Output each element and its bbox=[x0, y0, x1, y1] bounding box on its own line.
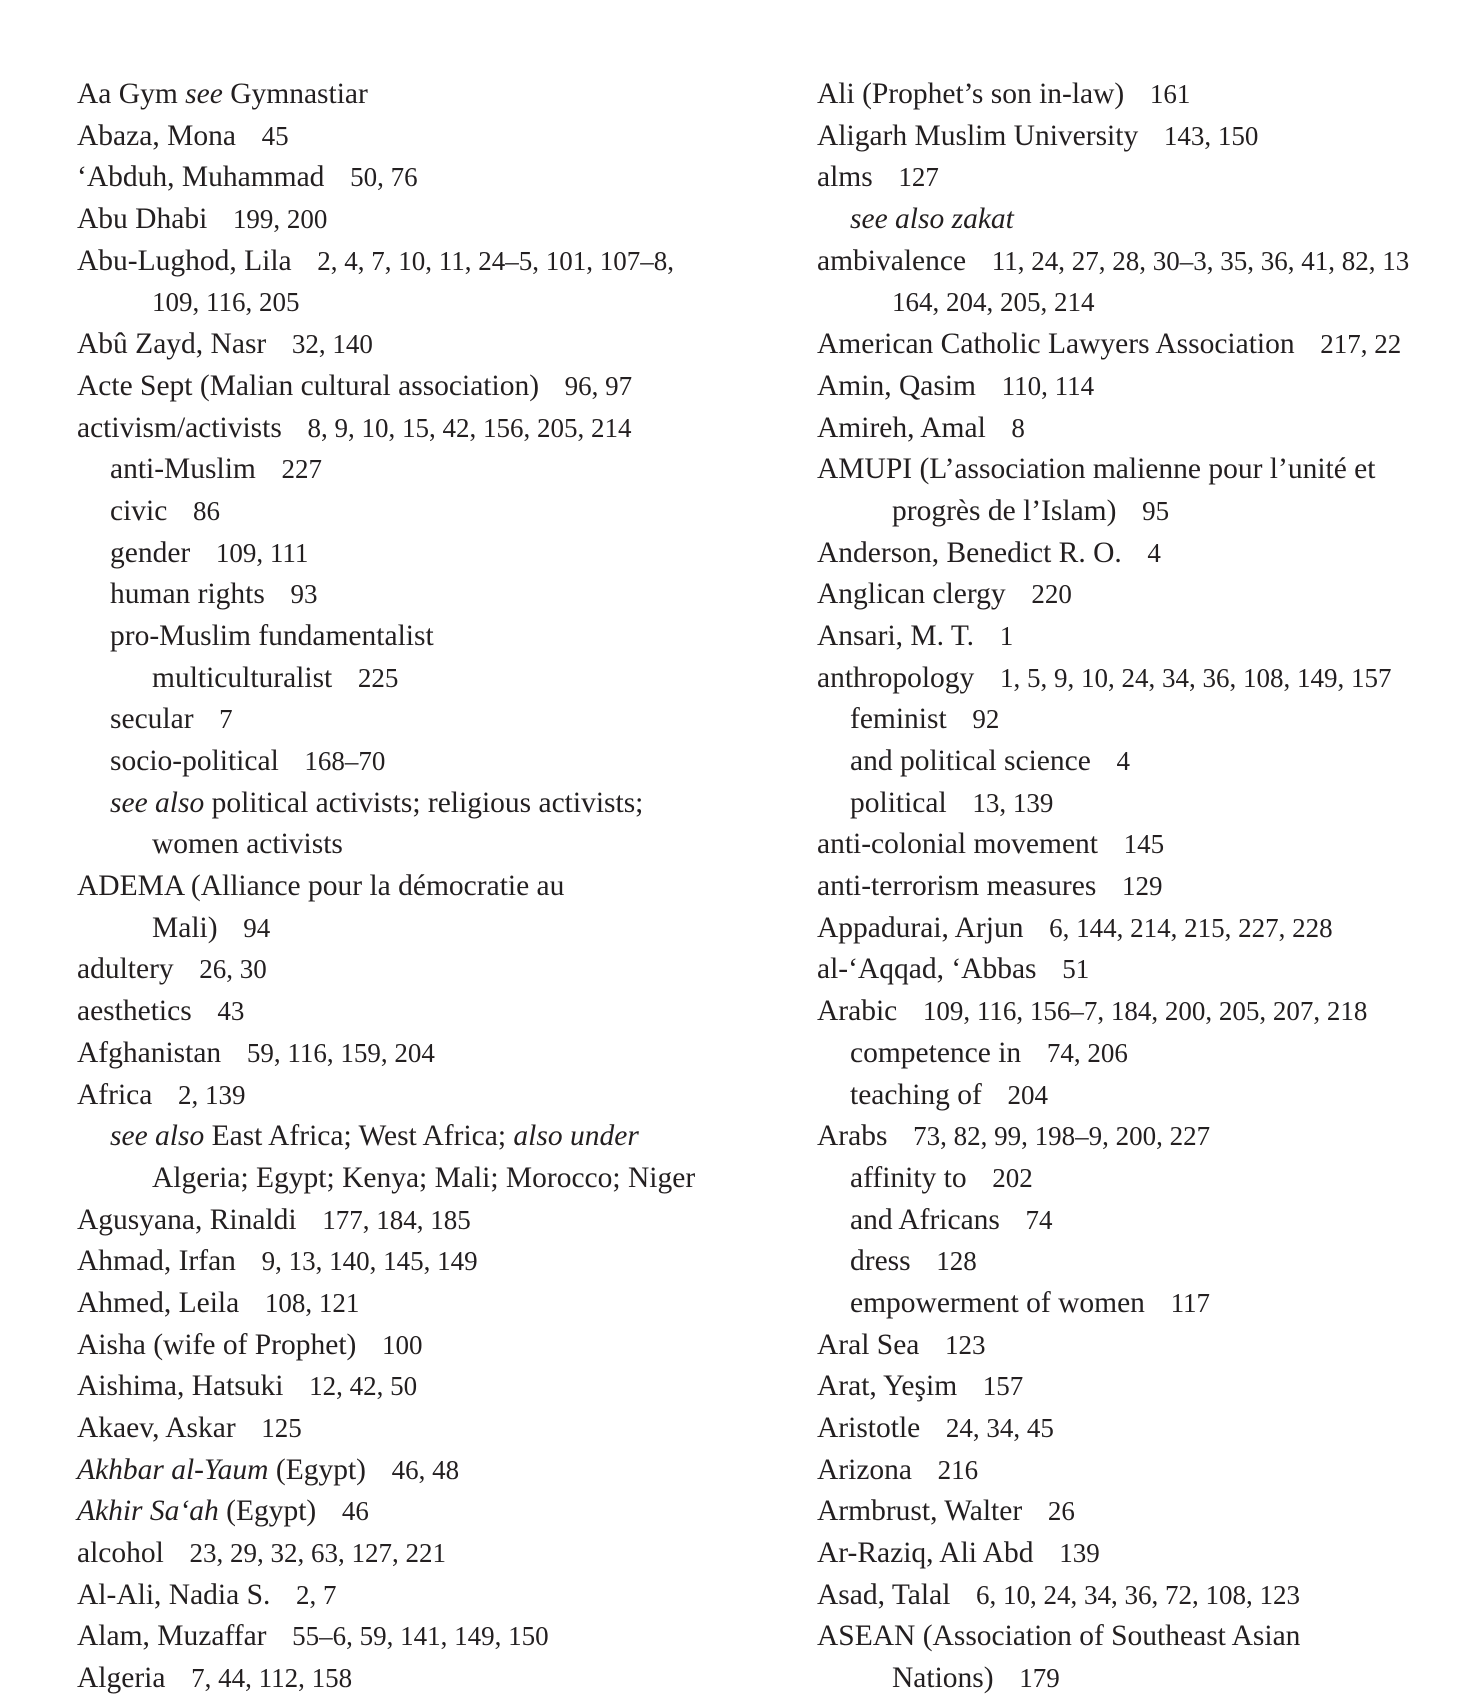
index-entry bbox=[77, 241, 777, 283]
index-column-right bbox=[817, 74, 1460, 1700]
page-numbers: 4 bbox=[1147, 537, 1161, 568]
index-term: progrès de l’Islam) bbox=[892, 494, 1117, 527]
index-entry bbox=[77, 199, 777, 241]
page-numbers: 129 bbox=[1121, 871, 1163, 902]
index-term: gender bbox=[110, 536, 191, 569]
index-entry bbox=[817, 449, 1460, 491]
index-entry bbox=[77, 1075, 777, 1117]
index-term-italic: see also bbox=[110, 786, 205, 819]
index-term: Aral Sea bbox=[817, 1328, 920, 1361]
index-entry bbox=[77, 1658, 777, 1700]
index-entry bbox=[817, 533, 1460, 575]
page-numbers: 123 bbox=[945, 1329, 986, 1360]
index-term: Asad, Talal bbox=[817, 1578, 951, 1611]
index-entry bbox=[817, 1533, 1460, 1575]
index-term: alms bbox=[817, 161, 873, 194]
index-entry bbox=[817, 408, 1460, 450]
index-entry bbox=[817, 616, 1460, 658]
index-term: Mali) bbox=[152, 911, 218, 944]
index-continuation-line bbox=[817, 491, 1460, 533]
index-term: Abu-Lughod, Lila bbox=[77, 244, 292, 277]
index-entry bbox=[77, 991, 777, 1033]
page-numbers: 46, 48 bbox=[391, 1454, 460, 1485]
index-subentry bbox=[817, 1241, 1460, 1283]
index-term: anthropology bbox=[817, 661, 975, 694]
index-entry bbox=[817, 866, 1460, 908]
index-term: Arabs bbox=[817, 1120, 888, 1153]
index-term: feminist bbox=[850, 703, 947, 736]
page-numbers: 7 bbox=[219, 704, 233, 735]
page-numbers: 1, 5, 9, 10, 24, 34, 36, 108, 149, 157 bbox=[999, 662, 1392, 693]
index-entry bbox=[77, 866, 777, 908]
page-numbers: 96, 97 bbox=[564, 370, 633, 401]
index-term: teaching of bbox=[850, 1078, 982, 1111]
index-entry bbox=[817, 241, 1460, 283]
index-term-italic: see also zakat bbox=[850, 203, 1014, 236]
index-term: Gymnastiar bbox=[222, 78, 368, 110]
index-term: AMUPI (L’association malienne pour l’unité et bbox=[817, 453, 1376, 486]
index-term: ‘Abduh, Muhammad bbox=[77, 161, 325, 194]
index-term: political activists; religious activists; bbox=[204, 786, 644, 819]
index-entry bbox=[817, 74, 1460, 116]
index-term: Abaza, Mona bbox=[77, 119, 236, 152]
index-term: women activists bbox=[152, 828, 343, 861]
page-numbers: 74, 206 bbox=[1046, 1037, 1128, 1068]
page-numbers: 43 bbox=[217, 996, 245, 1027]
index-entry bbox=[77, 1366, 777, 1408]
page-numbers: 45 bbox=[261, 120, 289, 151]
index-term: Algeria; Egypt; Kenya; Mali; Morocco; Niger bbox=[152, 1161, 696, 1194]
index-term: Anglican clergy bbox=[817, 578, 1006, 611]
index-entry bbox=[77, 1616, 777, 1658]
page-numbers: 59, 116, 159, 204 bbox=[246, 1037, 435, 1068]
index-entry bbox=[77, 366, 777, 408]
index-continuation-line bbox=[77, 908, 777, 950]
index-term: Anderson, Benedict R. O. bbox=[817, 536, 1122, 569]
index-term: Aristotle bbox=[817, 1412, 921, 1444]
index-term: Ali (Prophet’s son in-law) bbox=[817, 78, 1125, 110]
index-term: affinity to bbox=[850, 1161, 967, 1194]
page-numbers: 55–6, 59, 141, 149, 150 bbox=[292, 1621, 549, 1652]
index-entry bbox=[817, 1116, 1460, 1158]
index-term: Aisha (wife of Prophet) bbox=[77, 1328, 357, 1361]
index-entry bbox=[77, 1408, 777, 1450]
index-entry bbox=[77, 1325, 777, 1367]
page-numbers: 4 bbox=[1116, 746, 1130, 776]
index-entry bbox=[817, 1575, 1460, 1617]
index-subentry bbox=[817, 699, 1460, 741]
index-term: Armbrust, Walter bbox=[817, 1495, 1023, 1528]
index-continuation-line bbox=[817, 1658, 1460, 1700]
index-term: al-‘Aqqad, ‘Abbas bbox=[817, 953, 1037, 986]
page-numbers: 164, 204, 205, 214 bbox=[892, 287, 1095, 318]
index-term: activism/activists bbox=[77, 411, 282, 444]
index-entry bbox=[817, 366, 1460, 408]
page-numbers: 202 bbox=[992, 1162, 1033, 1193]
page-numbers: 227 bbox=[281, 454, 322, 485]
index-entry bbox=[817, 116, 1460, 158]
index-term: Arat, Yeşim bbox=[817, 1370, 958, 1403]
index-term: East Africa; West Africa; bbox=[204, 1120, 514, 1153]
index-entry bbox=[77, 1491, 777, 1533]
index-entry bbox=[77, 408, 777, 450]
index-term: Ar-Raziq, Ali Abd bbox=[817, 1537, 1034, 1570]
page-numbers: 2, 4, 7, 10, 11, 24–5, 101, 107–8, bbox=[317, 245, 675, 276]
index-subentry bbox=[817, 1075, 1460, 1117]
index-term: Arabic bbox=[817, 995, 898, 1028]
index-subentry bbox=[77, 449, 777, 491]
index-entry bbox=[817, 1325, 1460, 1367]
page-numbers: 12, 42, 50 bbox=[309, 1371, 418, 1402]
index-term-italic: see also bbox=[110, 1120, 205, 1153]
index-term: Ansari, M. T. bbox=[817, 619, 975, 652]
index-continuation-line bbox=[77, 824, 777, 866]
index-term: Arizona bbox=[817, 1453, 913, 1486]
index-entry bbox=[817, 949, 1460, 991]
index-term: ADEMA (Alliance pour la démocratie au bbox=[77, 870, 565, 903]
index-entry bbox=[817, 658, 1460, 700]
index-subentry bbox=[77, 741, 777, 783]
page-numbers: 7, 44, 112, 158 bbox=[191, 1663, 353, 1694]
index-term-italic: Akhir Sa‘ah bbox=[77, 1495, 219, 1528]
page-numbers: 23, 29, 32, 63, 127, 221 bbox=[189, 1538, 446, 1569]
index-term: and Africans bbox=[850, 1203, 1000, 1236]
index-term: civic bbox=[110, 494, 168, 527]
index-term-italic: also under bbox=[513, 1120, 639, 1153]
index-term: Aligarh Muslim University bbox=[817, 119, 1139, 152]
index-term: pro-Muslim fundamentalist bbox=[110, 619, 434, 652]
index-term: aesthetics bbox=[77, 995, 192, 1028]
index-entry bbox=[77, 1575, 777, 1617]
index-entry bbox=[77, 1533, 777, 1575]
index-entry bbox=[817, 1408, 1460, 1450]
index-term: Africa bbox=[77, 1078, 153, 1111]
page-numbers: 139 bbox=[1059, 1538, 1100, 1569]
index-term: Amin, Qasim bbox=[817, 369, 976, 402]
index-entry bbox=[77, 324, 777, 366]
page-numbers: 177, 184, 185 bbox=[322, 1204, 471, 1235]
index-entry bbox=[77, 116, 777, 158]
index-entry bbox=[77, 74, 777, 116]
index-subentry bbox=[77, 574, 777, 616]
index-term: secular bbox=[110, 703, 194, 736]
page-numbers: 168–70 bbox=[304, 746, 386, 776]
index-entry bbox=[77, 949, 777, 991]
index-subentry bbox=[77, 616, 777, 658]
index-term: Algeria bbox=[77, 1662, 166, 1695]
index-entry bbox=[817, 324, 1460, 366]
index-subentry bbox=[817, 1200, 1460, 1242]
index-entry bbox=[817, 1616, 1460, 1658]
index-subentry bbox=[817, 1158, 1460, 1200]
index-term: Amireh, Amal bbox=[817, 411, 986, 444]
index-subentry bbox=[77, 1116, 777, 1158]
index-term: American Catholic Lawyers Association bbox=[817, 328, 1295, 361]
index-term: Nations) bbox=[892, 1662, 994, 1695]
index-term: Agusyana, Rinaldi bbox=[77, 1203, 297, 1236]
page-numbers: 216 bbox=[937, 1454, 979, 1485]
index-term: competence in bbox=[850, 1036, 1022, 1069]
page-numbers: 225 bbox=[357, 662, 399, 693]
page-numbers: 86 bbox=[192, 495, 220, 526]
page-numbers: 109, 116, 156–7, 184, 200, 205, 207, 218 bbox=[922, 996, 1368, 1027]
page-numbers: 161 bbox=[1149, 79, 1191, 109]
index-subentry bbox=[817, 199, 1460, 241]
page-numbers: 95 bbox=[1142, 495, 1170, 526]
index-term: anti-colonial movement bbox=[817, 828, 1098, 861]
index-term: dress bbox=[850, 1245, 911, 1278]
page-numbers: 8, 9, 10, 15, 42, 156, 205, 214 bbox=[307, 412, 632, 443]
page-numbers: 109, 116, 205 bbox=[152, 287, 300, 318]
index-term: ambivalence bbox=[817, 244, 967, 277]
index-entry bbox=[817, 1450, 1460, 1492]
page-numbers: 220 bbox=[1031, 579, 1072, 610]
page-numbers: 2, 139 bbox=[177, 1079, 246, 1110]
page-numbers: 8 bbox=[1011, 412, 1025, 443]
index-term: Acte Sept (Malian cultural association) bbox=[77, 369, 540, 402]
page-numbers: 204 bbox=[1007, 1079, 1049, 1110]
page-numbers: 13, 139 bbox=[972, 787, 1054, 818]
index-entry bbox=[817, 1491, 1460, 1533]
page-numbers: 92 bbox=[972, 704, 1000, 735]
index-entry bbox=[817, 1366, 1460, 1408]
index-term: Alam, Muzaffar bbox=[77, 1620, 267, 1653]
index-entry bbox=[77, 1241, 777, 1283]
index-term: adultery bbox=[77, 953, 174, 986]
page-numbers: 94 bbox=[243, 912, 271, 943]
index-term: empowerment of women bbox=[850, 1286, 1145, 1319]
index-term: (Egypt) bbox=[218, 1495, 317, 1528]
index-term: Aa Gym bbox=[77, 78, 186, 110]
index-term: Abû Zayd, Nasr bbox=[77, 328, 267, 361]
page-numbers: 128 bbox=[936, 1246, 977, 1277]
page-numbers: 127 bbox=[898, 162, 939, 193]
page-numbers: 125 bbox=[261, 1413, 302, 1443]
page-numbers: 1 bbox=[999, 620, 1014, 651]
index-term: anti-terrorism measures bbox=[817, 870, 1097, 903]
index-term-italic: Akhbar al-Yaum bbox=[77, 1453, 269, 1486]
page-numbers: 199, 200 bbox=[232, 204, 328, 235]
index-entry bbox=[77, 1450, 777, 1492]
index-term: Appadurai, Arjun bbox=[817, 911, 1024, 944]
page-numbers: 74 bbox=[1025, 1204, 1053, 1235]
index-continuation-line bbox=[817, 282, 1460, 324]
page-numbers: 100 bbox=[382, 1329, 423, 1360]
page-numbers: 145 bbox=[1123, 829, 1165, 860]
index-term: Aishima, Hatsuki bbox=[77, 1370, 284, 1403]
page-numbers: 46 bbox=[341, 1496, 369, 1527]
index-term: political bbox=[850, 786, 947, 819]
index-continuation-line bbox=[77, 282, 777, 324]
page-numbers: 73, 82, 99, 198–9, 200, 227 bbox=[913, 1121, 1211, 1152]
index-term: Al-Ali, Nadia S. bbox=[77, 1578, 271, 1611]
index-entry bbox=[817, 157, 1460, 199]
index-entry bbox=[817, 908, 1460, 950]
index-term: anti-Muslim bbox=[110, 453, 256, 486]
page-numbers: 6, 144, 214, 215, 227, 228 bbox=[1049, 912, 1333, 943]
page-numbers: 6, 10, 24, 34, 36, 72, 108, 123 bbox=[976, 1579, 1301, 1610]
page-numbers: 179 bbox=[1019, 1663, 1060, 1694]
index-subentry bbox=[817, 741, 1460, 783]
index-entry bbox=[77, 1033, 777, 1075]
index-entry bbox=[77, 157, 777, 199]
page-numbers: 26 bbox=[1047, 1496, 1075, 1527]
index-subentry bbox=[817, 1283, 1460, 1325]
index-term: socio-political bbox=[110, 745, 279, 777]
index-entry bbox=[817, 574, 1460, 616]
page-numbers: 11, 24, 27, 28, 30–3, 35, 36, 41, 82, 13 bbox=[991, 245, 1410, 276]
page-numbers: 50, 76 bbox=[350, 162, 418, 193]
page-numbers: 9, 13, 140, 145, 149 bbox=[261, 1246, 478, 1277]
index-entry bbox=[77, 1283, 777, 1325]
index-entry bbox=[77, 1200, 777, 1242]
index-subentry bbox=[817, 1033, 1460, 1075]
page-numbers: 32, 140 bbox=[291, 329, 373, 360]
page-numbers: 110, 114 bbox=[1001, 370, 1095, 401]
index-entry bbox=[817, 824, 1460, 866]
index-term: Ahmed, Leila bbox=[77, 1286, 240, 1319]
index-subentry bbox=[77, 783, 777, 825]
index-term: multiculturalist bbox=[152, 661, 333, 694]
index-term: human rights bbox=[110, 578, 265, 611]
page-numbers: 117 bbox=[1170, 1287, 1211, 1318]
index-column-left bbox=[77, 74, 777, 1700]
page-numbers: 217, 22 bbox=[1320, 329, 1402, 360]
index-continuation-line bbox=[77, 658, 777, 700]
index-subentry bbox=[77, 491, 777, 533]
page-numbers: 157 bbox=[982, 1371, 1024, 1402]
page-numbers: 93 bbox=[290, 579, 318, 610]
index-entry bbox=[817, 991, 1460, 1033]
index-term: (Egypt) bbox=[268, 1453, 366, 1486]
index-term: and political science bbox=[850, 745, 1091, 777]
page-numbers: 26, 30 bbox=[199, 954, 267, 985]
index-term: Abu Dhabi bbox=[77, 203, 208, 236]
page-numbers: 108, 121 bbox=[264, 1287, 360, 1318]
index-subentry bbox=[817, 783, 1460, 825]
page-numbers: 24, 34, 45 bbox=[945, 1413, 1054, 1443]
page-numbers: 2, 7 bbox=[296, 1579, 337, 1610]
index-term: Akaev, Askar bbox=[77, 1412, 236, 1444]
page-numbers: 143, 150 bbox=[1163, 120, 1259, 151]
index-term: ASEAN (Association of Southeast Asian bbox=[817, 1620, 1301, 1653]
index-continuation-line bbox=[77, 1158, 777, 1200]
page-numbers: 51 bbox=[1062, 954, 1090, 985]
page-numbers: 109, 111 bbox=[215, 537, 309, 568]
index-term: Afghanistan bbox=[77, 1036, 222, 1069]
index-term: alcohol bbox=[77, 1537, 164, 1570]
index-subentry bbox=[77, 533, 777, 575]
index-subentry bbox=[77, 699, 777, 741]
index-term: Ahmad, Irfan bbox=[77, 1245, 236, 1278]
index-term-italic: see bbox=[185, 78, 223, 110]
